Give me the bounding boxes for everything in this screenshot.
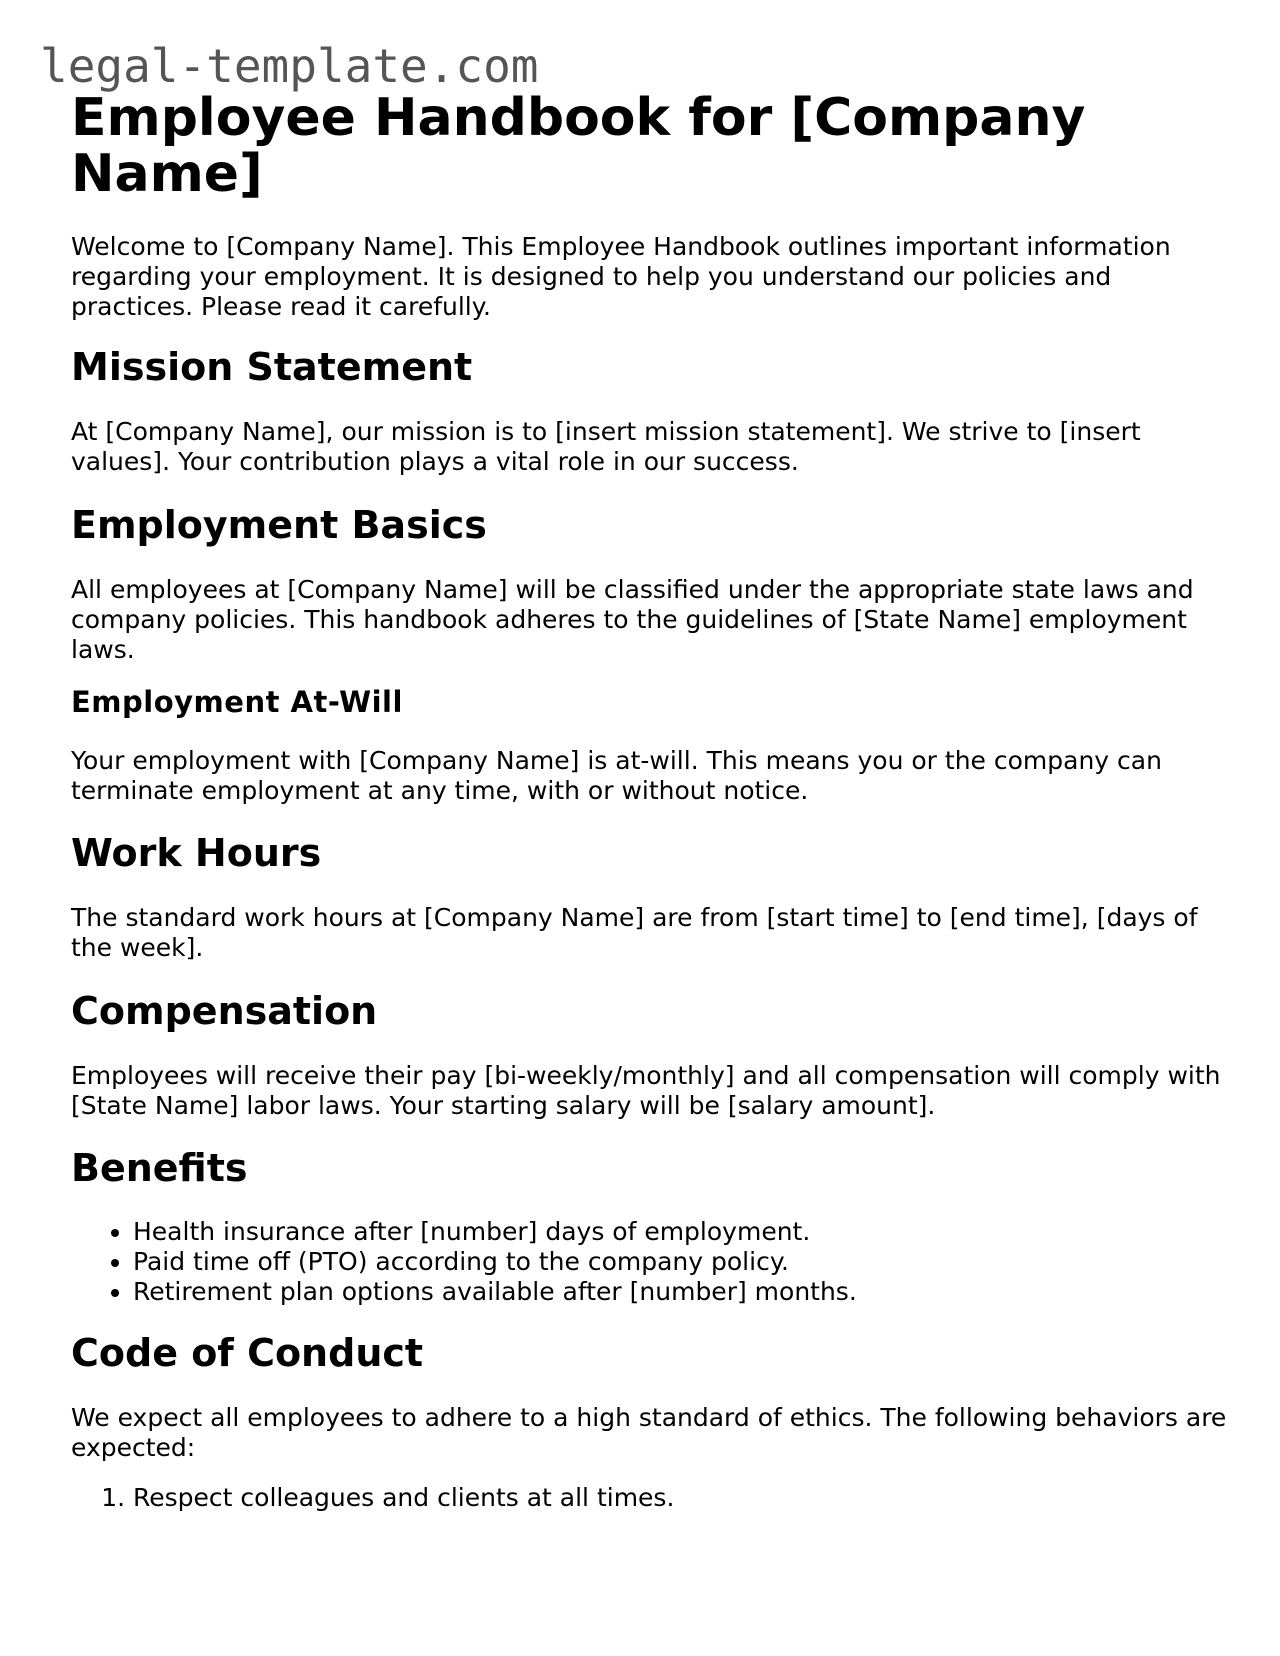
- conduct-heading: Code of Conduct: [71, 1331, 424, 1375]
- intro-paragraph: Welcome to [Company Name]. This Employee Handbook outlines important information regarding your employment. It is designed to help you understand our policies and practices. Please read it carefully.: [71, 232, 1171, 321]
- list-item: • Health insurance after [number] days of employment.: [133, 1217, 857, 1247]
- atwill-paragraph: Your employment with [Company Name] is at-will. This means you or the company can terminate employment at any time, with or without notice.: [71, 746, 1162, 805]
- mission-paragraph: At [Company Name], our mission is to [insert mission statement]. We strive to [insert values]. Your contribution plays a vital role in our success.: [71, 417, 1141, 476]
- hours-paragraph: The standard work hours at [Company Name] are from [start time] to [end time], [days of the week].: [71, 903, 1198, 962]
- benefits-list: [71, 1217, 857, 1307]
- mission-heading: Mission Statement: [71, 345, 473, 389]
- list-item: 1. Respect colleagues and clients at all times.: [133, 1483, 674, 1513]
- hours-heading: Work Hours: [71, 831, 322, 875]
- atwill-heading: Employment At-Will: [71, 685, 403, 719]
- basics-heading: Employment Basics: [71, 503, 487, 547]
- page-title: Employee Handbook for [Company Name]: [71, 88, 1086, 204]
- watermark-logo: legal-template.com: [40, 39, 539, 93]
- conduct-list: [71, 1483, 674, 1513]
- list-item: • Paid time off (PTO) according to the company policy.: [133, 1247, 857, 1277]
- compensation-heading: Compensation: [71, 989, 378, 1033]
- benefits-heading: Benefits: [71, 1146, 248, 1190]
- conduct-paragraph: We expect all employees to adhere to a high standard of ethics. The following behaviors are expected:: [71, 1403, 1227, 1462]
- compensation-paragraph: Employees will receive their pay [bi-weekly/monthly] and all compensation will comply with [State Name] labor laws. Your starting salary will be [salary amount].: [71, 1061, 1221, 1120]
- list-item: • Retirement plan options available after [number] months.: [133, 1277, 857, 1307]
- basics-paragraph: All employees at [Company Name] will be classified under the appropriate state laws and company policies. This handbook adheres to the guidelines of [State Name] employment laws.: [71, 575, 1194, 664]
